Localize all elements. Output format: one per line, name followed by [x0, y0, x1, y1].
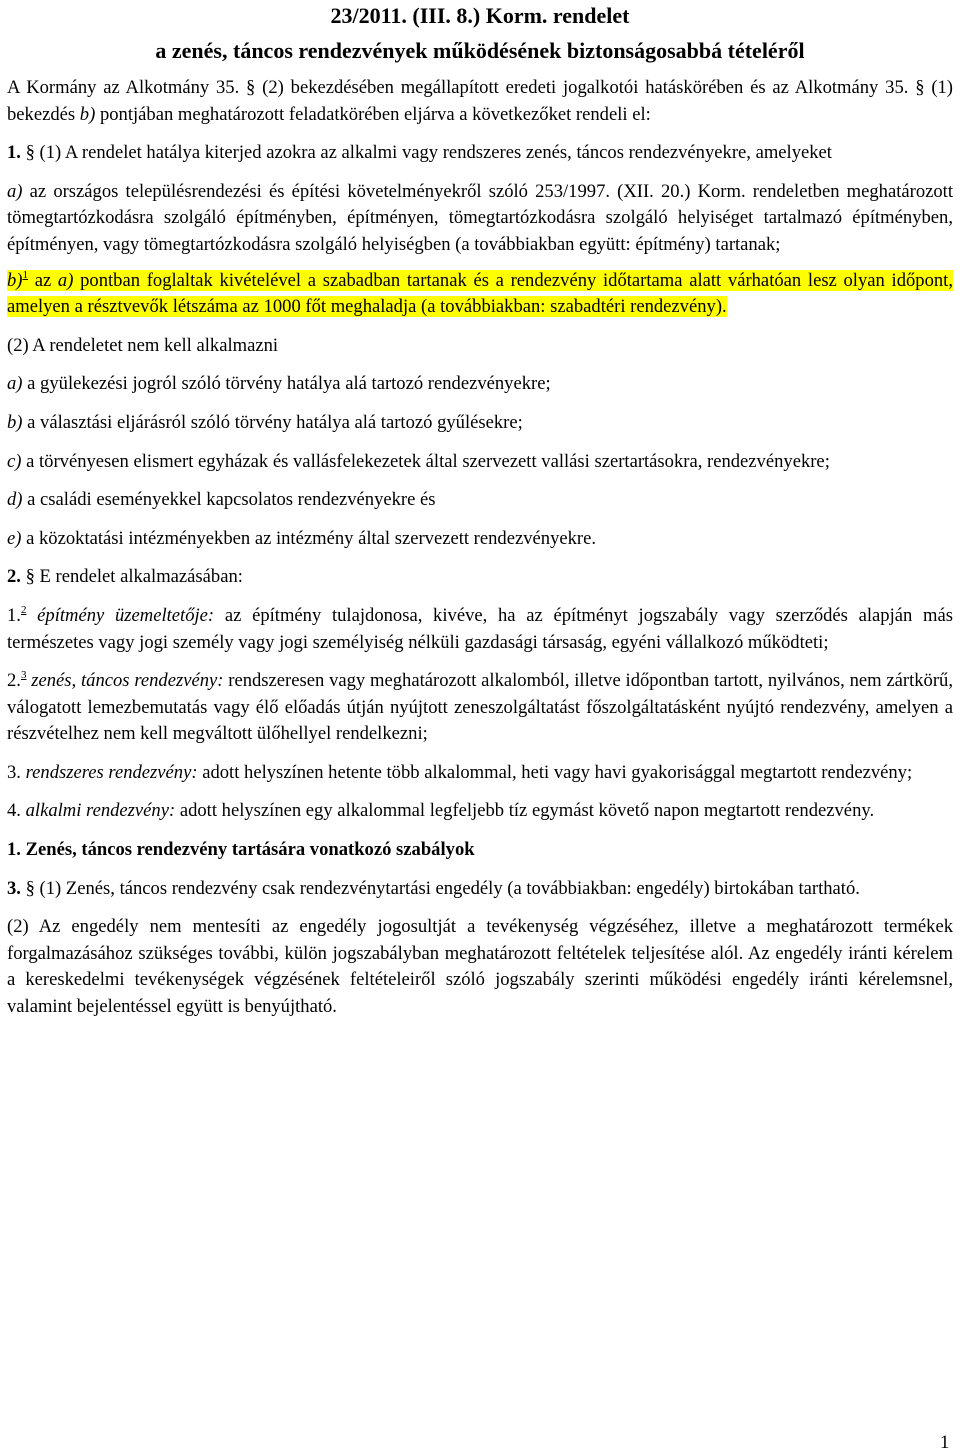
list-item-label: a) [7, 373, 23, 395]
section-1-text: § (1) A rendelet hatálya kiterjed azokra az alkalmi vagy rendszeres zenés, táncos rendezvényekre, amelyeket [20, 142, 832, 164]
list-item-label: c) [7, 450, 22, 472]
highlighted-text [7, 270, 953, 318]
section-1-paragraph-2: (2) A rendeletet nem kell alkalmazni [7, 334, 279, 356]
definition-text: az építmény tulajdonosa, kivéve, ha az építményt jogszabály vagy szerződés alapján más természetes vagy jogi személy vagy jogi személyiség nélküli gazdasági társaság, egyéni vállalkozó működteti; [7, 604, 953, 653]
definition-2 [7, 668, 953, 748]
section-1-point-b [7, 268, 953, 321]
definition-1 [7, 603, 953, 656]
point-b-text-a: az [28, 269, 58, 291]
section-3-paragraph-1 [7, 876, 953, 903]
section-2-text: § E rendelet alkalmazásában: [20, 566, 243, 588]
list-item [7, 410, 953, 437]
document-page [7, 0, 953, 1021]
definition-term: építmény üzemeltetője: [37, 604, 215, 626]
list-item [7, 487, 953, 514]
list-item-text: a törvényesen elismert egyházak és vallásfelekezetek által szervezett vallási szertartásokra, rendezvényekre; [21, 450, 830, 472]
section-3-text: § (1) Zenés, táncos rendezvény csak rendezvénytartási engedély (a továbbiakban: engedély) birtokában tartható. [20, 877, 860, 899]
point-b-italic-ref: a) [57, 269, 74, 291]
footnote-link-1[interactable]: 1 [22, 268, 28, 281]
list-item-label: b) [7, 411, 23, 433]
preamble: A Kormány az Alkotmány 35. § (2) bekezdésében megállapított eredeti jogalkotói hatáskörében és az Alkotmány 35. § (1) bekezdés b) pontjában meghatározott feladatkörében eljárva a következőket rendeli el: [7, 77, 953, 125]
section-2-number: 2. [7, 566, 21, 588]
definition-3 [7, 760, 953, 787]
definition-text: adott helyszínen egy alkalommal legfeljebb tíz egymást követő napon megtartott rendezvény. [175, 800, 875, 822]
definition-term: rendszeres rendezvény: [25, 761, 198, 783]
list-item [7, 526, 953, 553]
list-item-text: a családi eseményekkel kapcsolatos rendezvényekre és [22, 489, 436, 511]
list-item [7, 449, 953, 476]
page-number: 1 [940, 1432, 950, 1453]
section-3-paragraph-2: (2) Az engedély nem mentesíti az engedély jogosultját a tevékenység végzéséhez, illetve a meghatározott termékek forgalmazásához szükséges további, külön jogszabályban meghatározott feltételek teljesítése alól. Az engedély iránti kérelem a kereskedelmi tevékenységek végzésének feltételeiről szóló jogszabály szerinti működési engedély iránti kérelemsnel, valamint bejelentéssel együtt is benyújtható. [7, 916, 953, 1018]
definition-number: 3. [7, 761, 21, 783]
point-a-label: a) [7, 180, 23, 202]
point-a-text: az országos településrendezési és építési követelményekről szóló 253/1997. (XII. 20.) Korm. rendeletben meghatározott tömegtartózkodásra szolgáló építményben, építményen, tömegtartózkodásra szolgáló helyiséget tartalmazó építményben, építményen, vagy tömegtartózkodásra szolgáló helyiségben (a továbbiakban együtt: építmény) tartanak; [7, 180, 953, 255]
definition-4 [7, 798, 953, 825]
definition-term: alkalmi rendezvény: [25, 800, 176, 822]
definition-term: zenés, táncos rendezvény: [31, 670, 224, 692]
document-subtitle: a zenés, táncos rendezvények működésének biztonságosabbá tételéről [155, 38, 805, 63]
list-item-label: d) [7, 489, 23, 511]
preamble-b-italic: b) [79, 103, 96, 125]
chapter-heading: 1. Zenés, táncos rendezvény tartására vonatkozó szabályok [7, 839, 475, 861]
document-title: 23/2011. (III. 8.) Korm. rendelet [330, 3, 630, 28]
list-item-text: a gyülekezési jogról szóló törvény hatálya alá tartozó rendezvényekre; [22, 373, 551, 395]
section-2-intro [7, 564, 953, 591]
list-item-label: e) [7, 527, 22, 549]
list-item-text: a választási eljárásról szóló törvény hatálya alá tartozó gyűlésekre; [22, 411, 523, 433]
section-1-point-a [7, 179, 953, 259]
list-item [7, 371, 953, 398]
exclusion-list [7, 371, 953, 552]
definition-number: 4. [7, 800, 21, 822]
point-b-label: b) [7, 269, 23, 291]
list-item-text: a közoktatási intézményekben az intézmény által szervezett rendezvényekre. [21, 527, 597, 549]
definition-text: rendszeresen vagy meghatározott alkalomból, illetve időpontban tartott, nyilvános, nem zártkörű, válogatott lemezbemutatás vagy élő előadás útján nyújtott zeneszolgáltatást főszolgáltatásként nyújtó rendezvény, amelyen a részvételhez nem kell megváltott ülőhellyel rendelkezni; [7, 670, 953, 745]
section-3-number: 3. [7, 877, 21, 899]
footnote-link-2[interactable]: 2 [20, 603, 27, 616]
section-1-number: 1. [7, 142, 21, 164]
definition-number: 2. [7, 670, 21, 692]
definition-number: 1. [7, 604, 21, 626]
section-1-intro [7, 140, 953, 167]
point-b-text-b: pontban foglaltak kivételével a szabadban tartanak és a rendezvény időtartama alatt várhatóan lesz olyan időpont, amelyen a résztvevők létszáma az 1000 főt meghaladja (a továbbiakban: szabadtéri rendezvény). [7, 269, 953, 318]
definition-text: adott helyszínen hetente több alkalommal, heti vagy havi gyakorisággal megtartott rendezvény; [197, 761, 913, 783]
footnote-link-3[interactable]: 3 [20, 669, 27, 682]
